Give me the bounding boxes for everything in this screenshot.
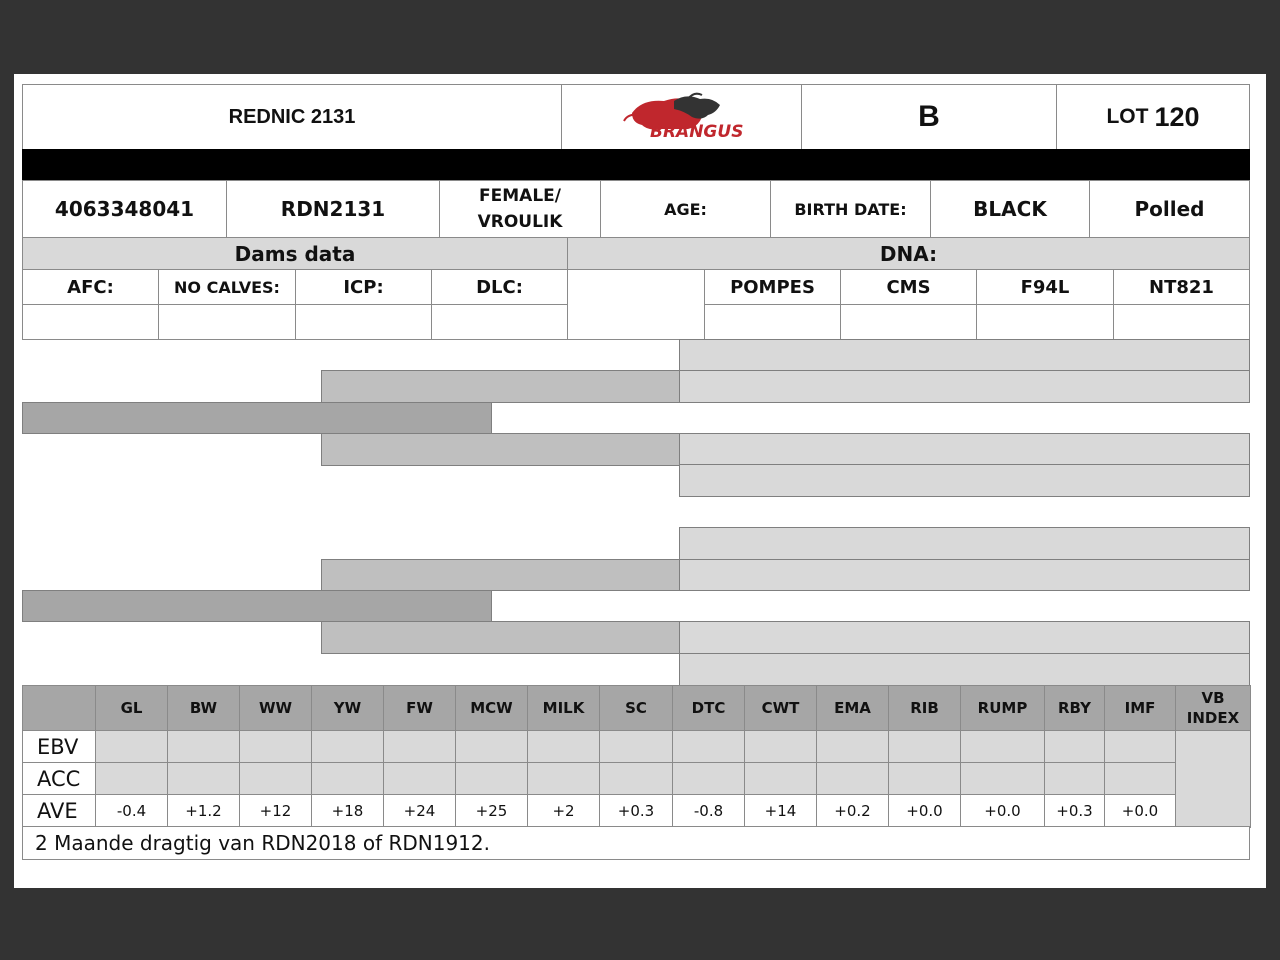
age-label: AGE:: [600, 180, 771, 238]
pedigree-dam-sire-sire: [679, 527, 1250, 560]
grade: B: [801, 84, 1057, 150]
pedigree-sire-dam: [321, 433, 680, 466]
animal-code: RDN2131: [226, 180, 440, 238]
row-label-ebv: EBV: [22, 730, 96, 763]
ave-value: +2: [527, 794, 600, 828]
sex: FEMALE/ VROULIK: [439, 180, 601, 238]
ebv-header-9: CWT: [744, 685, 817, 731]
pompes-label: POMPES: [704, 269, 841, 305]
brangus-logo: [561, 84, 802, 150]
ebv-ebv-cell: [455, 730, 528, 763]
ave-value: +0.3: [1044, 794, 1105, 828]
afc-label: AFC:: [22, 269, 159, 305]
ebv-acc-cell: [383, 762, 456, 795]
pedigree-sire: [22, 402, 492, 434]
ave-value: +0.0: [960, 794, 1045, 828]
pedigree-dam-dam: [321, 621, 680, 654]
row-label-ave: AVE: [22, 794, 96, 828]
ebv-acc-cell: [527, 762, 600, 795]
ebv-acc-cell: [599, 762, 673, 795]
ebv-acc-cell: [816, 762, 889, 795]
pedigree-sire-dam-dam: [679, 464, 1250, 497]
ebv-header-3: YW: [311, 685, 384, 731]
ebv-acc-cell: [167, 762, 240, 795]
ave-value: +1.2: [167, 794, 240, 828]
pompes-value: [704, 304, 841, 340]
pedigree-dam-dam-dam: [679, 653, 1250, 686]
lot-label: LOT: [1106, 105, 1149, 128]
pedigree-sire-sire-dam: [679, 370, 1250, 403]
ebv-header-4: FW: [383, 685, 456, 731]
row-label-acc: ACC: [22, 762, 96, 795]
id-number: 4063348041: [22, 180, 227, 238]
ave-value: +24: [383, 794, 456, 828]
ebv-ebv-cell: [311, 730, 384, 763]
ave-value: -0.8: [672, 794, 745, 828]
color: BLACK: [930, 180, 1090, 238]
ave-value: -0.4: [95, 794, 168, 828]
ebv-header-8: DTC: [672, 685, 745, 731]
afc-value: [22, 304, 159, 340]
ebv-ebv-cell: [599, 730, 673, 763]
ebv-header-1: BW: [167, 685, 240, 731]
pedigree-dam-sire: [321, 559, 680, 591]
dams-data-title: Dams data: [22, 237, 568, 270]
cms-label: CMS: [840, 269, 977, 305]
ave-value: +0.2: [816, 794, 889, 828]
dna-blank-cell: [567, 269, 705, 340]
ebv-ebv-cell: [95, 730, 168, 763]
ebv-header-corner: [22, 685, 96, 731]
ave-value: +25: [455, 794, 528, 828]
ebv-header-11: RIB: [888, 685, 961, 731]
horn-status: Polled: [1089, 180, 1250, 238]
ebv-header-7: SC: [599, 685, 673, 731]
lot-number: 120: [1154, 101, 1200, 132]
ebv-acc-cell: [311, 762, 384, 795]
ebv-ebv-cell: [1044, 730, 1105, 763]
ave-value: +0.0: [1104, 794, 1176, 828]
ave-value: +14: [744, 794, 817, 828]
vb-index-header: VB INDEX: [1175, 685, 1251, 731]
no-calves-value: [158, 304, 296, 340]
ebv-acc-cell: [455, 762, 528, 795]
birth-date-label: BIRTH DATE:: [770, 180, 931, 238]
ebv-acc-cell: [1104, 762, 1176, 795]
pedigree-dam-sire-dam: [679, 559, 1250, 591]
pedigree-sire-sire-sire: [679, 339, 1250, 372]
pedigree-sire-dam-sire: [679, 433, 1250, 466]
pedigree-dam: [22, 590, 492, 622]
ave-value: +0.3: [599, 794, 673, 828]
dna-title: DNA:: [567, 237, 1250, 270]
ebv-header-10: EMA: [816, 685, 889, 731]
ebv-ebv-cell: [167, 730, 240, 763]
pedigree-dam-dam-sire: [679, 621, 1250, 654]
ebv-acc-cell: [95, 762, 168, 795]
ebv-header-2: WW: [239, 685, 312, 731]
animal-name: REDNIC 2131: [22, 84, 562, 150]
nt821-value: [1113, 304, 1250, 340]
ebv-acc-cell: [960, 762, 1045, 795]
ebv-ebv-cell: [672, 730, 745, 763]
ebv-header-0: GL: [95, 685, 168, 731]
ebv-ebv-cell: [527, 730, 600, 763]
icp-value: [295, 304, 432, 340]
ebv-acc-cell: [239, 762, 312, 795]
nt821-label: NT821: [1113, 269, 1250, 305]
ebv-ebv-cell: [383, 730, 456, 763]
cms-value: [840, 304, 977, 340]
ebv-acc-cell: [744, 762, 817, 795]
ebv-acc-cell: [672, 762, 745, 795]
ave-value: +0.0: [888, 794, 961, 828]
black-divider-bar: [22, 149, 1250, 181]
ebv-header-5: MCW: [455, 685, 528, 731]
ebv-ebv-cell: [1104, 730, 1176, 763]
bull-logo-icon: [602, 91, 762, 143]
f94l-label: F94L: [976, 269, 1114, 305]
ebv-header-13: RBY: [1044, 685, 1105, 731]
no-calves-label: NO CALVES:: [158, 269, 296, 305]
ebv-ebv-cell: [960, 730, 1045, 763]
ebv-acc-cell: [1044, 762, 1105, 795]
ave-value: +18: [311, 794, 384, 828]
ebv-ebv-cell: [888, 730, 961, 763]
svg-text:BRANGUS: BRANGUS: [649, 122, 743, 142]
dlc-value: [431, 304, 568, 340]
pedigree-sire-sire: [321, 370, 680, 403]
dlc-label: DLC:: [431, 269, 568, 305]
vb-index-value: [1175, 730, 1251, 828]
ebv-ebv-cell: [239, 730, 312, 763]
lot-number-box: [1056, 84, 1250, 150]
ebv-acc-cell: [888, 762, 961, 795]
ebv-header-6: MILK: [527, 685, 600, 731]
ebv-header-14: IMF: [1104, 685, 1176, 731]
ave-value: +12: [239, 794, 312, 828]
ebv-ebv-cell: [744, 730, 817, 763]
f94l-value: [976, 304, 1114, 340]
ebv-header-12: RUMP: [960, 685, 1045, 731]
notes: 2 Maande dragtig van RDN2018 of RDN1912.: [22, 826, 1250, 860]
icp-label: ICP:: [295, 269, 432, 305]
ebv-ebv-cell: [816, 730, 889, 763]
